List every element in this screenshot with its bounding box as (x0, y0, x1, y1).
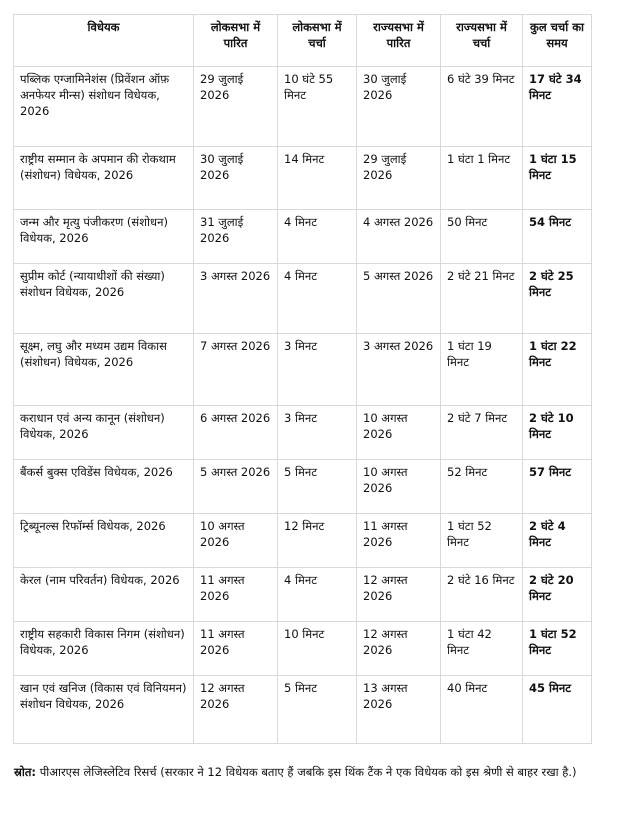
ls-discussion-cell: 5 मिनट (278, 676, 357, 744)
total-time-cell: 17 घंटे 34 मिनट (523, 67, 592, 147)
total-time-cell: 57 मिनट (523, 460, 592, 514)
ls-passed-cell: 7 अगस्त 2026 (194, 334, 278, 406)
bill-name-cell: बैंकर्स बुक्स एविडेंस विधेयक, 2026 (14, 460, 194, 514)
ls-discussion-cell: 10 मिनट (278, 622, 357, 676)
ls-passed-cell: 6 अगस्त 2026 (194, 406, 278, 460)
header-rs-discussion: राज्यसभा में चर्चा (441, 15, 523, 67)
bill-name-cell: पब्लिक एग्जामिनेशंस (प्रिवेंशन ऑफ़ अनफेयर मीन्स) संशोधन विधेयक, 2026 (14, 67, 194, 147)
table-row (14, 406, 592, 460)
header-total-time: कुल चर्चा का समय (523, 15, 592, 67)
bills-table-container (13, 14, 591, 744)
rs-passed-cell: 11 अगस्त 2026 (357, 514, 441, 568)
total-time-cell: 54 मिनट (523, 210, 592, 264)
ls-passed-cell: 12 अगस्त 2026 (194, 676, 278, 744)
total-time-cell: 2 घंटे 4 मिनट (523, 514, 592, 568)
bill-name-cell: खान एवं खनिज (विकास एवं विनियमन) संशोधन विधेयक, 2026 (14, 676, 194, 744)
bill-name-cell: सुप्रीम कोर्ट (न्यायाधीशों की संख्या) संशोधन विधेयक, 2026 (14, 264, 194, 334)
header-bill: विधेयक (14, 15, 194, 67)
ls-discussion-cell: 4 मिनट (278, 568, 357, 622)
rs-discussion-cell: 50 मिनट (441, 210, 523, 264)
rs-passed-cell: 10 अगस्त 2026 (357, 460, 441, 514)
total-time-cell: 2 घंटे 10 मिनट (523, 406, 592, 460)
bill-name-cell: राष्ट्रीय सम्मान के अपमान की रोकथाम (संशोधन) विधेयक, 2026 (14, 147, 194, 210)
table-row (14, 622, 592, 676)
ls-passed-cell: 29 जुलाई 2026 (194, 67, 278, 147)
bills-table (13, 14, 592, 744)
rs-passed-cell: 3 अगस्त 2026 (357, 334, 441, 406)
rs-passed-cell: 5 अगस्त 2026 (357, 264, 441, 334)
rs-passed-cell: 4 अगस्त 2026 (357, 210, 441, 264)
bill-name-cell: कराधान एवं अन्य कानून (संशोधन) विधेयक, 2026 (14, 406, 194, 460)
bill-name-cell: सूक्ष्म, लघु और मध्यम उद्यम विकास (संशोधन) विधेयक, 2026 (14, 334, 194, 406)
table-row (14, 264, 592, 334)
ls-passed-cell: 31 जुलाई 2026 (194, 210, 278, 264)
table-header-row (14, 15, 592, 67)
bill-name-cell: जन्म और मृत्यु पंजीकरण (संशोधन) विधेयक, 2026 (14, 210, 194, 264)
table-row (14, 514, 592, 568)
ls-discussion-cell: 10 घंटे 55 मिनट (278, 67, 357, 147)
source-note (14, 762, 626, 782)
table-row (14, 568, 592, 622)
rs-discussion-cell: 2 घंटे 16 मिनट (441, 568, 523, 622)
rs-discussion-cell: 1 घंटा 42 मिनट (441, 622, 523, 676)
rs-passed-cell: 12 अगस्त 2026 (357, 568, 441, 622)
header-ls-passed: लोकसभा में पारित (194, 15, 278, 67)
table-row (14, 334, 592, 406)
ls-passed-cell: 3 अगस्त 2026 (194, 264, 278, 334)
ls-discussion-cell: 3 मिनट (278, 406, 357, 460)
total-time-cell: 45 मिनट (523, 676, 592, 744)
total-time-cell: 1 घंटा 15 मिनट (523, 147, 592, 210)
rs-discussion-cell: 1 घंटा 1 मिनट (441, 147, 523, 210)
header-rs-passed: राज्यसभा में पारित (357, 15, 441, 67)
ls-discussion-cell: 4 मिनट (278, 210, 357, 264)
ls-discussion-cell: 3 मिनट (278, 334, 357, 406)
ls-discussion-cell: 4 मिनट (278, 264, 357, 334)
ls-passed-cell: 11 अगस्त 2026 (194, 568, 278, 622)
total-time-cell: 2 घंटे 25 मिनट (523, 264, 592, 334)
ls-passed-cell: 30 जुलाई 2026 (194, 147, 278, 210)
rs-passed-cell: 29 जुलाई 2026 (357, 147, 441, 210)
rs-passed-cell: 30 जुलाई 2026 (357, 67, 441, 147)
rs-passed-cell: 12 अगस्त 2026 (357, 622, 441, 676)
rs-discussion-cell: 52 मिनट (441, 460, 523, 514)
table-row (14, 147, 592, 210)
table-row (14, 460, 592, 514)
ls-discussion-cell: 5 मिनट (278, 460, 357, 514)
rs-discussion-cell: 1 घंटा 52 मिनट (441, 514, 523, 568)
bill-name-cell: राष्ट्रीय सहकारी विकास निगम (संशोधन) विधेयक, 2026 (14, 622, 194, 676)
source-text: पीआरएस लेजिस्लेटिव रिसर्च (सरकार ने 12 विधेयक बताए हैं जबकि इस थिंक टैंक ने एक विधेयक को इस श्रेणी से बाहर रखा है.) (39, 765, 577, 779)
total-time-cell: 2 घंटे 20 मिनट (523, 568, 592, 622)
bill-name-cell: ट्रिब्यूनल्स रिफॉर्म्स विधेयक, 2026 (14, 514, 194, 568)
rs-discussion-cell: 2 घंटे 7 मिनट (441, 406, 523, 460)
header-ls-discussion: लोकसभा में चर्चा (278, 15, 357, 67)
rs-passed-cell: 13 अगस्त 2026 (357, 676, 441, 744)
rs-discussion-cell: 2 घंटे 21 मिनट (441, 264, 523, 334)
rs-discussion-cell: 1 घंटा 19 मिनट (441, 334, 523, 406)
rs-discussion-cell: 6 घंटे 39 मिनट (441, 67, 523, 147)
bill-name-cell: केरल (नाम परिवर्तन) विधेयक, 2026 (14, 568, 194, 622)
ls-passed-cell: 11 अगस्त 2026 (194, 622, 278, 676)
total-time-cell: 1 घंटा 22 मिनट (523, 334, 592, 406)
rs-discussion-cell: 40 मिनट (441, 676, 523, 744)
table-row (14, 676, 592, 744)
total-time-cell: 1 घंटा 52 मिनट (523, 622, 592, 676)
ls-passed-cell: 10 अगस्त 2026 (194, 514, 278, 568)
rs-passed-cell: 10 अगस्त 2026 (357, 406, 441, 460)
source-label: स्रोत: (14, 765, 37, 779)
table-row (14, 210, 592, 264)
ls-passed-cell: 5 अगस्त 2026 (194, 460, 278, 514)
ls-discussion-cell: 14 मिनट (278, 147, 357, 210)
table-row (14, 67, 592, 147)
ls-discussion-cell: 12 मिनट (278, 514, 357, 568)
